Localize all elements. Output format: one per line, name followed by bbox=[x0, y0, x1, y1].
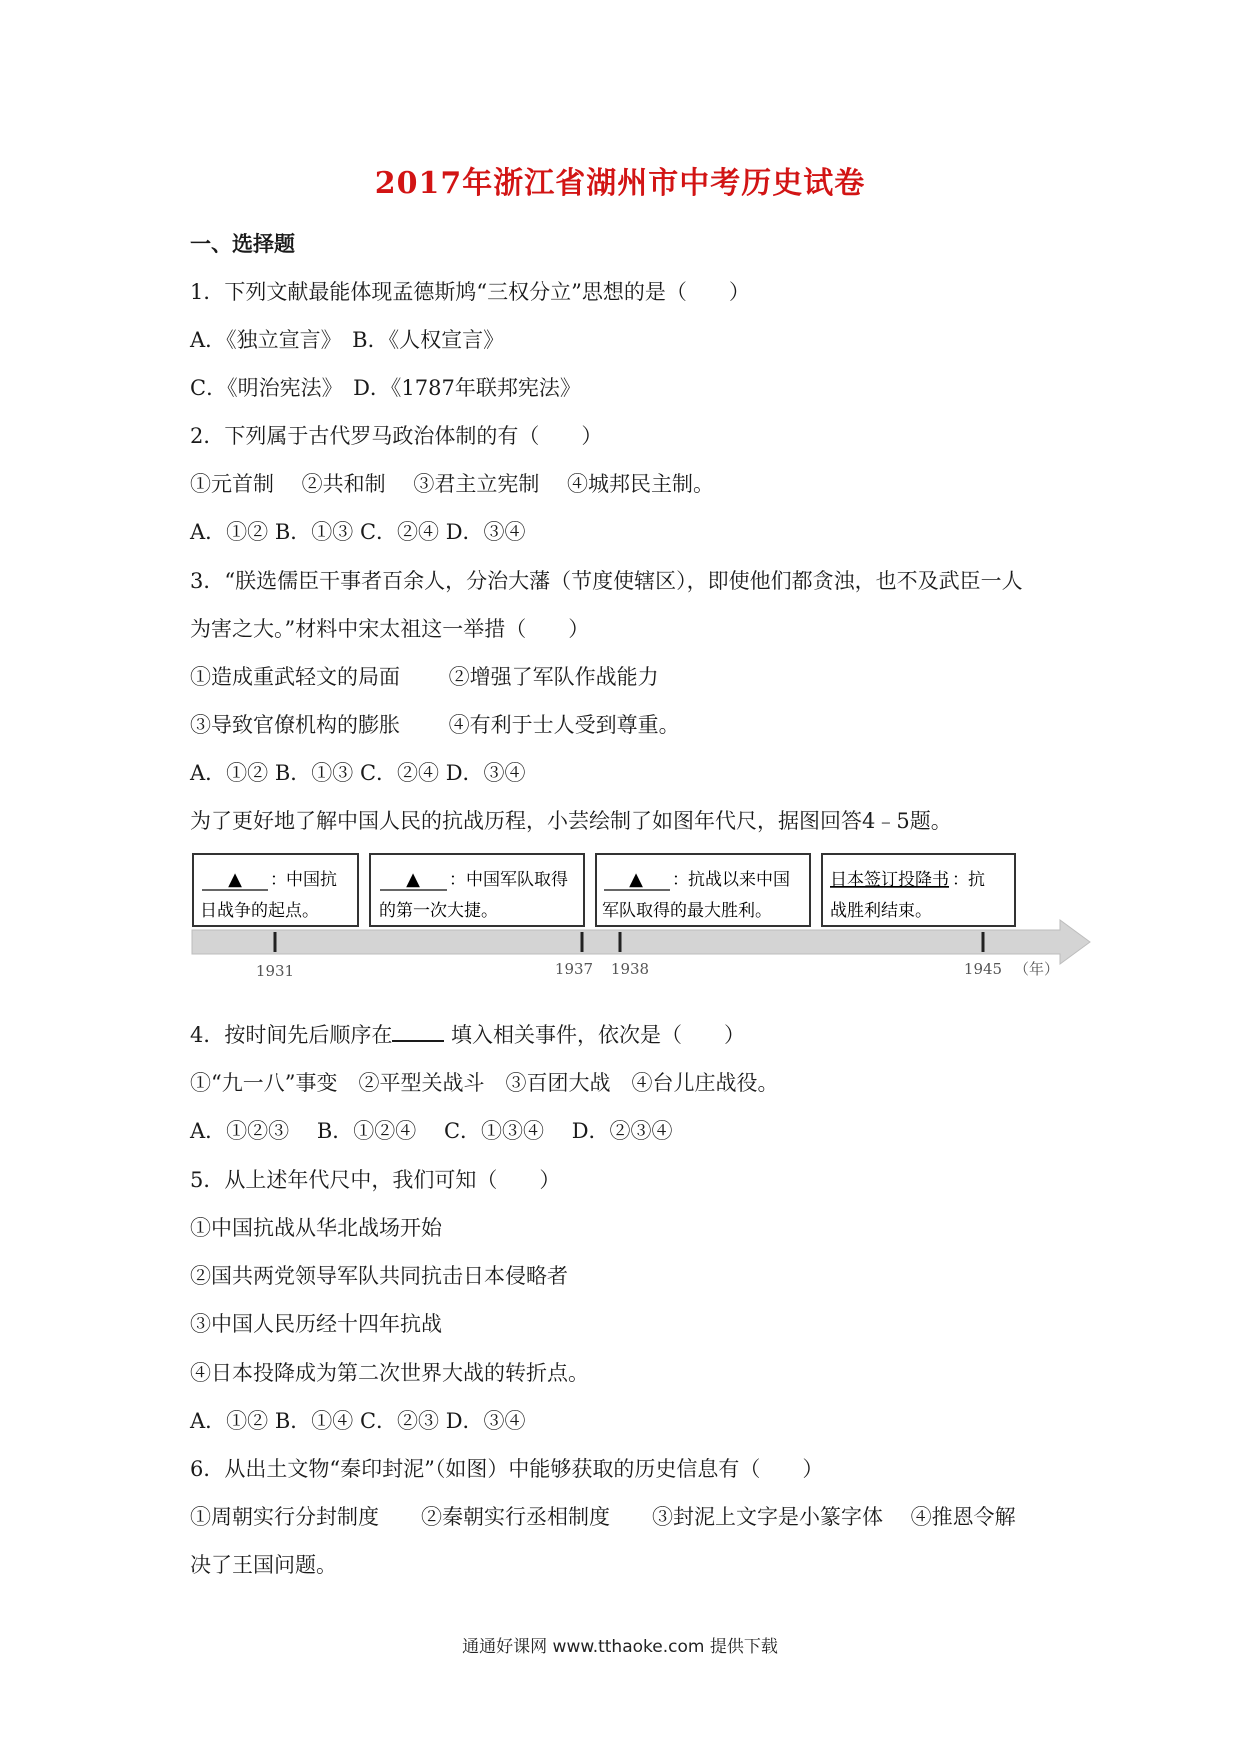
question-1-options-ab: A．《独立宣言》 B．《人权宣言》 bbox=[190, 328, 505, 352]
question-2-options: A．①② B．①③ C．②④ D．③④ bbox=[190, 520, 526, 544]
timeline-box-pingxingguan bbox=[370, 854, 584, 926]
answer-blank bbox=[392, 1022, 444, 1042]
exam-title: 2017年浙江省湖州市中考历史试卷 bbox=[374, 166, 866, 201]
question-3-options: A．①② B．①③ C．②④ D．③④ bbox=[190, 761, 526, 785]
timeline-box-4-sep: ： bbox=[952, 870, 969, 890]
question-5-item-4: ④日本投降成为第二次世界大战的转折点。 bbox=[190, 1361, 589, 1385]
question-1-options-cd: C．《明治宪法》 D．《1787年联邦宪法》 bbox=[190, 376, 581, 400]
question-6-items: ①周朝实行分封制度 ②秦朝实行丞相制度 ③封泥上文字是小篆字体 ④推恩令解 bbox=[190, 1505, 1016, 1529]
timeline-box-1-sep: ： bbox=[270, 870, 287, 890]
footer-download-note[interactable]: 通通好课网 www.tthaoke.com 提供下载 bbox=[462, 1637, 778, 1657]
timeline-box-surrender bbox=[822, 854, 1015, 926]
timeline-box-1-marker: ▲ bbox=[228, 869, 242, 890]
section-heading: 一、选择题 bbox=[190, 231, 295, 256]
question-6-items-cont: 决了王国问题。 bbox=[190, 1553, 337, 1577]
question-5-item-3: ③中国人民历经十四年抗战 bbox=[190, 1312, 442, 1336]
timeline-box-1918 bbox=[193, 854, 358, 926]
timeline-box-1-line2: 日战争的起点。 bbox=[200, 901, 319, 921]
timeline-box-1-line1: 中国抗 bbox=[286, 870, 337, 890]
timeline-box-4-line1: 抗 bbox=[968, 870, 985, 890]
question-4-stem-before: 4．按时间先后顺序在 bbox=[190, 1023, 393, 1047]
timeline-intro: 为了更好地了解中国人民的抗战历程，小芸绘制了如图年代尺，据图回答4﹣5题。 bbox=[190, 809, 952, 833]
question-5-item-2: ②国共两党领导军队共同抗击日本侵略者 bbox=[190, 1264, 568, 1288]
question-5-stem: 5．从上述年代尺中，我们可知（ ） bbox=[190, 1168, 561, 1192]
year-label-1945: 1945 bbox=[963, 960, 1003, 978]
question-2-stem: 2．下列属于古代罗马政治体制的有（ ） bbox=[190, 424, 603, 448]
timeline-box-3-sep: ： bbox=[672, 870, 689, 890]
year-label-1931: 1931 bbox=[255, 962, 295, 980]
question-3-stem-line1: 3．“朕选儒臣干事者百余人，分治大藩（节度使辖区），即使他们都贪浊，也不及武臣一人 bbox=[190, 569, 1023, 593]
question-2-items: ①元首制 ②共和制 ③君主立宪制 ④城邦民主制。 bbox=[190, 472, 715, 496]
timeline-box-taierzhuang bbox=[596, 854, 810, 926]
question-4-items: ①“九一八”事变 ②平型关战斗 ③百团大战 ④台儿庄战役。 bbox=[190, 1071, 779, 1095]
year-unit-label: （年） bbox=[1014, 960, 1060, 978]
question-3-stem-line2: 为害之大。”材料中宋太祖这一举措（ ） bbox=[190, 617, 590, 641]
year-label-1937: 1937 bbox=[554, 960, 594, 978]
timeline-box-2-line1: 中国军队取得 bbox=[466, 870, 568, 890]
year-label-1938: 1938 bbox=[610, 960, 650, 978]
timeline-box-3-line2: 军队取得的最大胜利。 bbox=[602, 901, 772, 921]
timeline-figure bbox=[190, 850, 1105, 985]
question-1-stem: 1．下列文献最能体现孟德斯鸠“三权分立”思想的是（ ） bbox=[190, 280, 750, 304]
timeline-box-4-line2: 战胜利结束。 bbox=[830, 901, 932, 921]
timeline-box-3-line1: 抗战以来中国 bbox=[688, 870, 790, 890]
question-6-stem: 6．从出土文物“秦印封泥”（如图）中能够获取的历史信息有（ ） bbox=[190, 1457, 824, 1481]
timeline-box-2-sep: ： bbox=[449, 870, 466, 890]
question-5-item-1: ①中国抗战从华北战场开始 bbox=[190, 1216, 442, 1240]
question-4-options: A．①②③ B．①②④ C．①③④ D．②③④ bbox=[190, 1119, 673, 1143]
question-3-items-12: ①造成重武轻文的局面 ②增强了军队作战能力 bbox=[190, 665, 659, 689]
question-5-options: A．①② B．①④ C．②③ D．③④ bbox=[190, 1409, 526, 1433]
timeline-box-2-marker: ▲ bbox=[406, 869, 420, 890]
question-4-stem bbox=[190, 1019, 745, 1049]
timeline-box-4-title: 日本签订投降书 bbox=[830, 870, 949, 890]
question-3-items-34: ③导致官僚机构的膨胀 ④有利于士人受到尊重。 bbox=[190, 713, 680, 737]
timeline-box-3-marker: ▲ bbox=[629, 869, 643, 890]
question-4-stem-after: 填入相关事件，依次是（ ） bbox=[444, 1023, 746, 1047]
timeline-box-2-line2: 的第一次大捷。 bbox=[379, 901, 498, 921]
